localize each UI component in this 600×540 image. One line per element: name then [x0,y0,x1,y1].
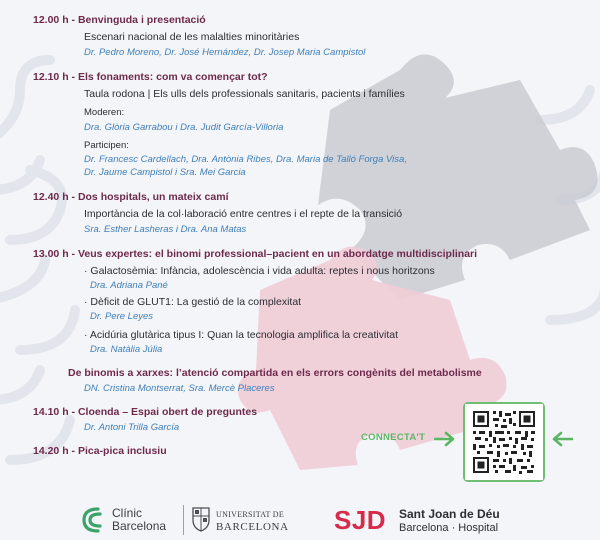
sjd-logo-line1: Sant Joan de Déu [399,507,500,521]
talk-speaker: Dra. Natàlia Júlia [90,344,163,355]
talk-speaker: Dr. Pere Leyes [90,311,154,322]
session-speakers: DN. Cristina Montserrat, Sra. Mercè Placeres [84,383,275,394]
session-title: 13.00 h - Veus expertes: el binomi professional–pacient en un abordatge multidisciplinari [33,248,478,260]
clinic-logo-line1: Clínic [112,506,143,520]
session-moderators: Dra. Glòria Garrabou i Dra. Judit García-Villoria [84,122,284,133]
talk-item: · Acidúria glutàrica tipus I: Quan la tecnologia amplifica la creativitat [84,329,398,341]
session-title: 12.40 h - Dos hospitals, un mateix camí [33,191,229,203]
session-title: 14.10 h - Cloenda – Espai obert de preguntes [33,406,258,418]
session-subtitle: Taula rodona | Els ulls dels professionals sanitaris, pacients i famílies [84,88,405,100]
connect-label: CONNECTA'T [361,432,426,443]
session-title: De binomis a xarxes: l’atenció compartida en els errors congènits del metabolisme [68,367,482,379]
session-title: 14.20 h - Pica-pica inclusiu [33,445,167,457]
sjd-logo-mark: SJD [334,505,387,535]
session-speakers: Dr. Antoni Trilla García [84,422,180,433]
session-title: 12.10 h - Els fonaments: com va començar tot? [33,71,268,83]
qr-code-icon [465,404,543,480]
ub-logo-line1: UNIVERSITAT DE [216,510,285,519]
arrow-right-icon [434,431,458,447]
session-subtitle: Escenari nacional de les malalties minoritàries [84,31,300,43]
session-participants: Dr. Jaume Campistol i Sra. Mei Garcia [84,167,246,178]
clinic-barcelona-logo-icon [80,505,106,535]
university-crest-icon [191,506,211,532]
session-speakers: Dr. Pedro Moreno, Dr. José Hernández, Dr. Josep Maria Campistol [84,47,366,58]
sjd-logo-line2: Barcelona · Hospital [399,522,499,534]
ub-logo-line2: BARCELONA [216,521,289,533]
talk-item: · Galactosèmia: Infància, adolescència i vida adulta: reptes i nous horitzons [84,265,435,277]
session-participants: Dr. Francesc Cardellach, Dra. Antònia Ribes, Dra. Maria de Talló Forga Visa, [84,154,407,165]
session-subtitle: Importància de la col·laboració entre centres i el repte de la transició [84,208,403,220]
clinic-logo-text [112,507,166,533]
clinic-logo-line2: Barcelona [112,519,167,533]
logo-divider [183,505,184,535]
talk-item: · Dèficit de GLUT1: La gestió de la complexitat [84,296,302,308]
session-title: 12.00 h - Benvinguda i presentació [33,14,206,26]
sjd-logo-text [399,507,500,535]
arrow-left-icon [549,431,573,447]
talk-speaker: Dra. Adriana Pané [90,280,168,291]
moderators-label: Moderen: [84,107,125,118]
ub-logo-text [216,509,289,533]
qr-code[interactable] [463,402,545,482]
session-speakers: Sra. Esther Lasheras i Dra. Ana Matas [84,224,247,235]
participants-label: Participen: [84,140,129,151]
